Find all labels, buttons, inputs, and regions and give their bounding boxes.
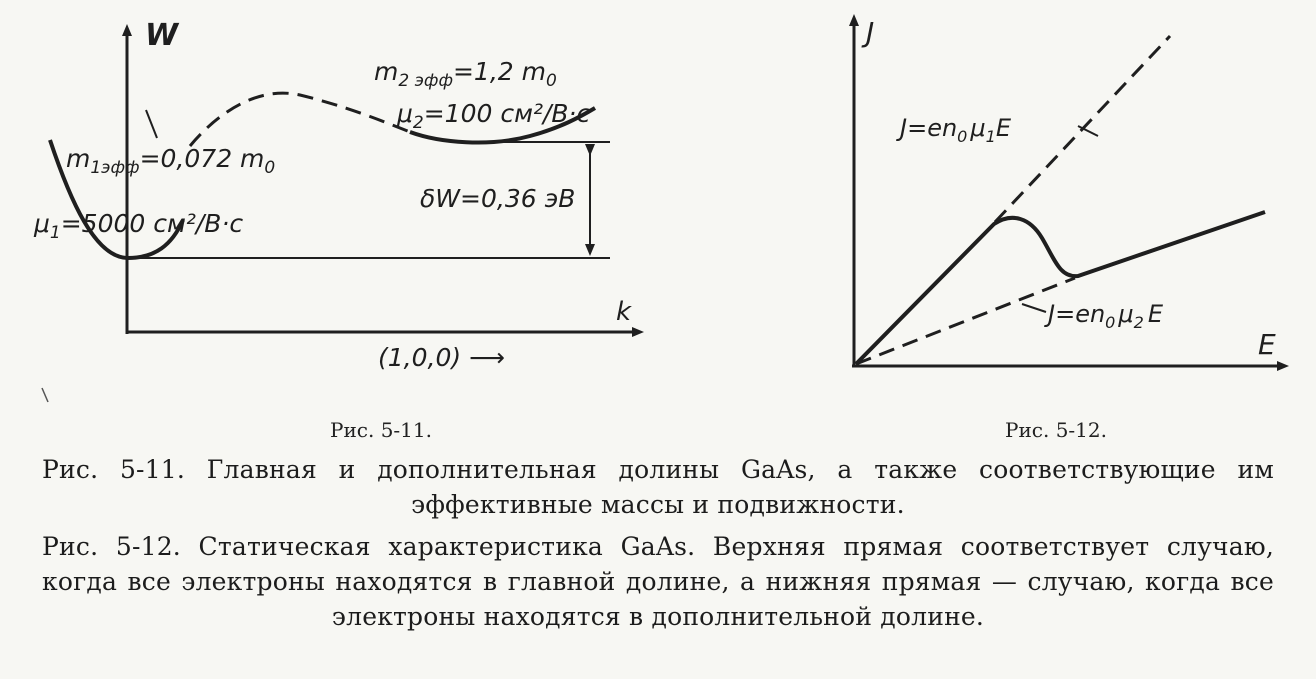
direction-label: (1,0,0) ⟶ [378, 343, 505, 372]
stray-mark [42, 388, 48, 402]
m2-label: $m_{2 эфф}=1,2$ $m_0$ [374, 57, 557, 91]
mu1-label: $\mu_1=5000$ см²/В·с [34, 209, 244, 243]
mu2-label: $\mu_2=100$ см²/В·с [397, 99, 591, 133]
m1-label: $m_{1эфф}=0,072$ $m_0$ [66, 144, 276, 178]
lower-dashed-line [856, 278, 1075, 364]
figure-5-12-label: Рис. 5-12. [1005, 418, 1107, 442]
figure-5-11 [33, 18, 638, 402]
j-axis-label: J [866, 16, 875, 49]
captions [42, 452, 1274, 634]
dashed-band-curve [190, 93, 410, 146]
lower-line-label: $J=en_0$ $\mu_2$ E [1048, 300, 1163, 332]
lower-label-leader [1022, 304, 1046, 312]
caption-5-11: Рис. 5-11. Главная и дополнительная долины GaAs, а также соответствующие им эффективные массы и подвижности. [42, 455, 1274, 519]
upper-line-label: $J=en_0$ $\mu_1E$ [900, 114, 1011, 146]
k-axis-label: k [616, 297, 632, 327]
pointer-mark [146, 110, 157, 138]
figure-5-12 [852, 16, 1283, 367]
delta-w-label: δW=0,36 эВ [420, 184, 576, 213]
caption-5-12: Рис. 5-12. Статическая характеристика GaAs. Верхняя прямая соответствует случаю, когда все электроны находятся в главной долине, а нижняя прямая — случаю, когда все электроны находятся в дополнительной долине. [42, 532, 1274, 631]
w-axis-label: W [145, 18, 179, 53]
figure-5-11-label: Рис. 5-11. [330, 418, 432, 442]
e-axis-label: E [1258, 328, 1276, 361]
